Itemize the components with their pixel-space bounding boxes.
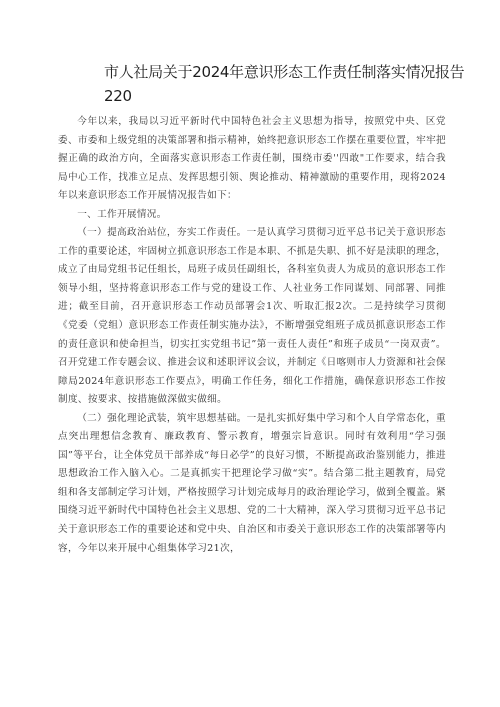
section-heading-work-status: 一、工作开展情况。: [77, 208, 167, 220]
paragraph-intro: 今年以来，我局以习近平新时代中国特色社会主义思想为指导，按照党中央、区党委、市委和上级党组的决策部署和指示精神，始终把意识形态工作摆在重要位置，牢牢把握正确的政治方向，全面落实意识形态工作责任制，围绕市委''四敢"工作要求，结合我局中心工作，找准立足点、发挥思想引领、舆论推动、精神激励的重要作用，现将2024年以来意识形态工作开展情况报告如下：: [58, 116, 446, 202]
paragraph-theory-study: （二）强化理论武装，筑牢思想基础。一是扎实抓好集中学习和个人自学常态化，重点突出理想信念教育、廉政教育、警示教育，增强宗旨意识。同时有效利用“学习强国”等平台，让全体党员干部养成“每日必学”的良好习惯，不断提高政治鉴别能力，推进思想政治工作入脑入心。二是真抓实干把理论学习做“实”。结合第二批主题教育，局党组和各支部制定学习计划，严格按照学习计划完成每月的政治理论学习，做到全覆盖。紧围绕习近平新时代中国特色社会主义思想、党的二十大精神，深入学习贯彻习近平总书记关于意识形态工作的重要论述和党中央、自治区和市委关于意识形态工作的决策部署等内容，今年以来开展中心组集体学习21次，: [58, 412, 446, 554]
document-body: [58, 113, 446, 558]
document-title: 市人社局关于2024年意识形态工作责任制落实情况报告220: [104, 63, 465, 105]
paragraph-political-stance: （一）提高政治站位，夯实工作责任。一是认真学习贯彻习近平总书记关于意识形态工作的重要论述，牢固树立抓意识形态工作是本职、不抓是失职、抓不好是渎职的理念，成立了由局党组书记任组长，局班子成员任副组长，各科室负责人为成员的意识形态工作领导小组，坚持将意识形态工作与党的建设工作、人社业务工作同谋划、同部署、同推进；截至目前，召开意识形态工作动员部署会1次、听取汇报2次。二是持续学习贯彻《党委（党组）意识形态工作责任制实施办法》，不断增强党组班子成员抓意识形态工作的责任意识和使命担当，切实扛实党组书记”第一责任人责任”和班子成员“一岗双责”。召开党建工作专题会议、推进会议和述职评议会议，并制定《日喀则市人力资源和社会保障局2024年意识形态工作要点》，明确工作任务，细化工作措施，确保意识形态工作按制度、按要求、按措施做深做实做细。: [58, 227, 446, 406]
